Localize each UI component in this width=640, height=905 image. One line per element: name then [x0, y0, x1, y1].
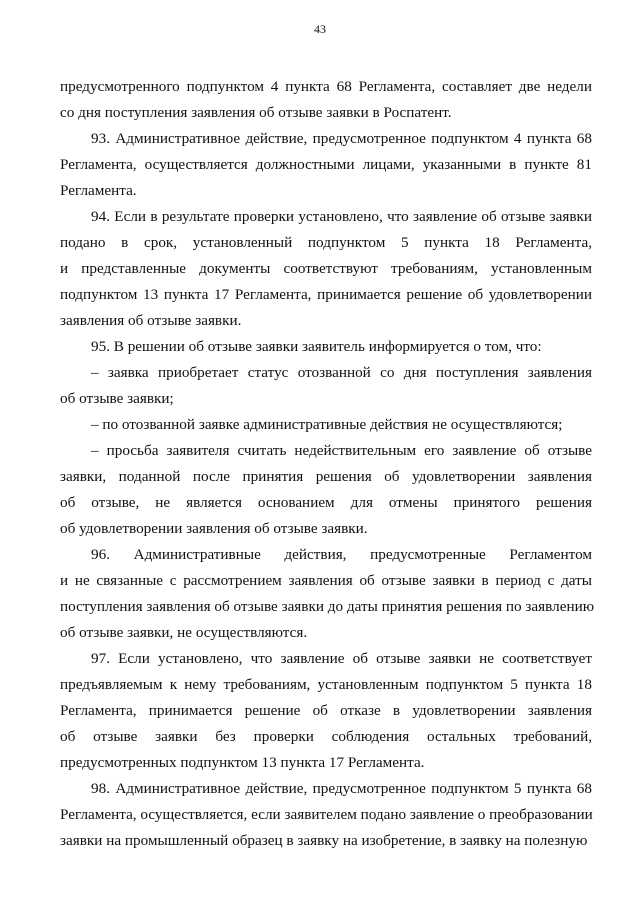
paragraph-line: предусмотренных подпунктом 13 пункта 17 Регламента.	[60, 754, 425, 771]
page-number: 43	[314, 22, 326, 36]
paragraph-line: Регламента, принимается решение об отказе в удовлетворении заявления	[60, 702, 592, 719]
paragraph-line: об отзыве заявки;	[60, 390, 174, 407]
paragraph	[60, 74, 592, 126]
paragraph-line: 93. Административное действие, предусмотренное подпунктом 4 пункта 68	[91, 130, 592, 147]
paragraph-line: и не связанные с рассмотрением заявления об отзыве заявки в период с даты	[60, 572, 592, 589]
paragraph-line: – заявка приобретает статус отозванной со дня поступления заявления	[91, 364, 592, 381]
paragraph	[60, 126, 592, 204]
paragraph	[60, 438, 592, 542]
paragraph-line: Регламента.	[60, 182, 137, 199]
document-body	[60, 74, 595, 854]
paragraph-line: подпунктом 13 пункта 17 Регламента, принимается решение об удовлетворении	[60, 286, 592, 303]
paragraph-line: подано в срок, установленный подпунктом 5 пункта 18 Регламента,	[60, 234, 592, 251]
paragraph-line: 98. Административное действие, предусмотренное подпунктом 5 пункта 68	[91, 780, 592, 797]
paragraph-line: – просьба заявителя считать недействительным его заявление об отзыве	[91, 442, 592, 459]
paragraph-line: заявки на промышленный образец в заявку на изобретение, в заявку на полезную	[60, 832, 588, 849]
paragraph-line: Регламента, осуществляется, если заявителем подано заявление о преобразовании	[60, 806, 593, 823]
paragraph-line: со дня поступления заявления об отзыве заявки в Роспатент.	[60, 104, 452, 121]
paragraph-line: – по отозванной заявке административные действия не осуществляются;	[91, 416, 563, 433]
paragraph	[60, 776, 592, 854]
paragraph-line: 95. В решении об отзыве заявки заявитель информируется о том, что:	[91, 338, 542, 355]
paragraph-line: об удовлетворении заявления об отзыве заявки.	[60, 520, 368, 537]
paragraph-line: об отзыве, не является основанием для отмены принятого решения	[60, 494, 592, 511]
paragraph-line: об отзыве заявки, не осуществляются.	[60, 624, 308, 641]
paragraph	[60, 542, 595, 646]
paragraph-line: заявления об отзыве заявки.	[60, 312, 242, 329]
paragraph	[60, 646, 592, 776]
paragraph-line: об отзыве заявки без проверки соблюдения остальных требований,	[60, 728, 592, 745]
paragraph-line: Регламента, осуществляется должностными лицами, указанными в пункте 81	[60, 156, 592, 173]
paragraph-line: заявки, поданной после принятия решения об удовлетворении заявления	[60, 468, 592, 485]
paragraph	[60, 204, 592, 334]
paragraph-line: и представленные документы соответствуют требованиям, установленным	[60, 260, 592, 277]
paragraph-line: 96. Административные действия, предусмотренные Регламентом	[91, 546, 592, 563]
paragraph	[60, 360, 592, 412]
paragraph	[60, 412, 592, 438]
paragraph-line: предъявляемым к нему требованиям, установленным подпунктом 5 пункта 18	[60, 676, 592, 693]
paragraph-line: 97. Если установлено, что заявление об отзыве заявки не соответствует	[91, 650, 592, 667]
paragraph	[60, 334, 592, 360]
paragraph-line: поступления заявления об отзыве заявки до даты принятия решения по заявлению	[60, 598, 595, 615]
paragraph-line: 94. Если в результате проверки установлено, что заявление об отзыве заявки	[91, 208, 592, 225]
paragraph-line: предусмотренного подпунктом 4 пункта 68 Регламента, составляет две недели	[60, 78, 592, 95]
